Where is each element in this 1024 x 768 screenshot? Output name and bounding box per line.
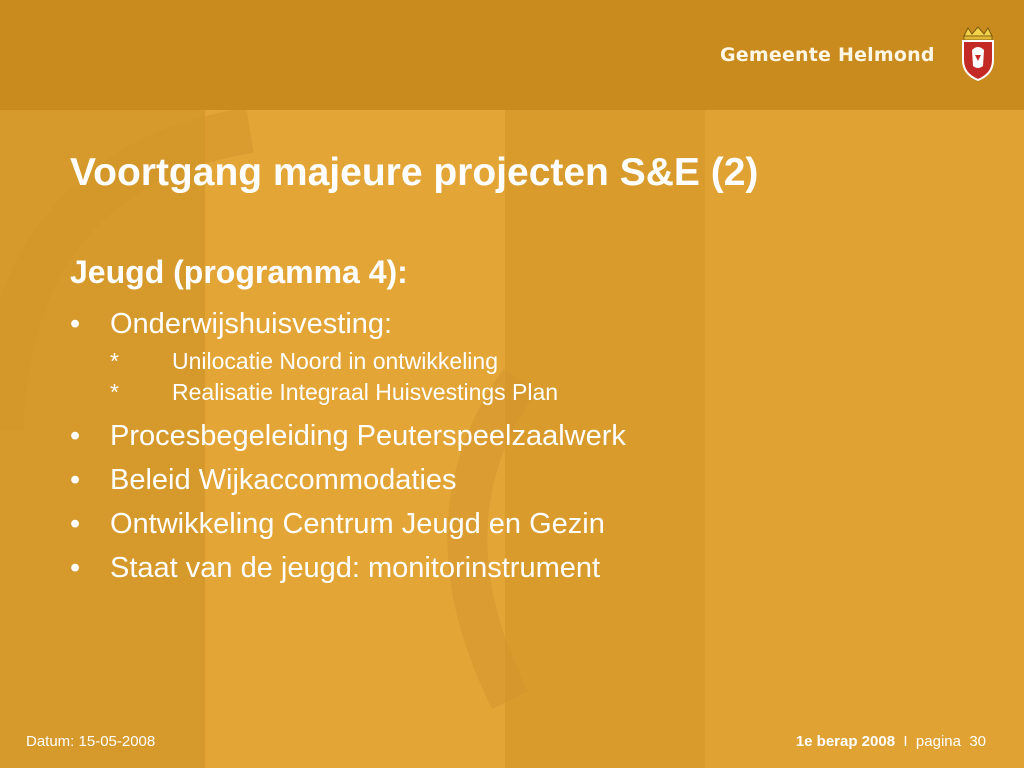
list-item-text: Onderwijshuisvesting: xyxy=(110,308,393,340)
sub-list xyxy=(110,346,626,408)
list-item-text: Procesbegeleiding Peuterspeelzaalwerk xyxy=(110,420,626,452)
bullet-marker: • xyxy=(70,508,81,540)
sub-list-item xyxy=(110,377,626,408)
bullet-marker: • xyxy=(70,308,81,340)
list-item-text: Staat van de jeugd: monitorinstrument xyxy=(110,552,601,584)
sub-list-item-text: Realisatie Integraal Huisvestings Plan xyxy=(172,379,559,405)
list-item-text: Ontwikkeling Centrum Jeugd en Gezin xyxy=(110,508,605,540)
sub-marker: * xyxy=(110,379,119,405)
section-heading: Jeugd (programma 4): xyxy=(70,254,408,290)
footer-page-label: pagina xyxy=(915,733,961,750)
list-item xyxy=(70,502,626,546)
footer-separator: I xyxy=(903,733,908,750)
footer-date: Datum: 15-05-2008 xyxy=(26,733,156,750)
bullet-list xyxy=(70,302,626,590)
sub-list-item-text: Unilocatie Noord in ontwikkeling xyxy=(172,348,498,374)
bullet-marker: • xyxy=(70,420,81,452)
list-item-text: Beleid Wijkaccommodaties xyxy=(110,464,457,496)
coat-of-arms-icon xyxy=(958,26,998,82)
sub-marker: * xyxy=(110,348,119,374)
brand-name: Gemeente Helmond xyxy=(720,44,935,66)
slide-title: Voortgang majeure projecten S&E (2) xyxy=(70,151,759,194)
footer-page-number: 30 xyxy=(969,733,986,750)
sub-list-item xyxy=(110,346,626,377)
list-item xyxy=(70,414,626,458)
footer-page-info xyxy=(796,733,986,750)
bullet-marker: • xyxy=(70,552,81,584)
footer-report-name: 1e berap 2008 xyxy=(795,733,896,750)
list-item xyxy=(70,302,626,346)
list-item xyxy=(70,546,626,590)
bullet-marker: • xyxy=(70,464,81,496)
list-item xyxy=(70,458,626,502)
